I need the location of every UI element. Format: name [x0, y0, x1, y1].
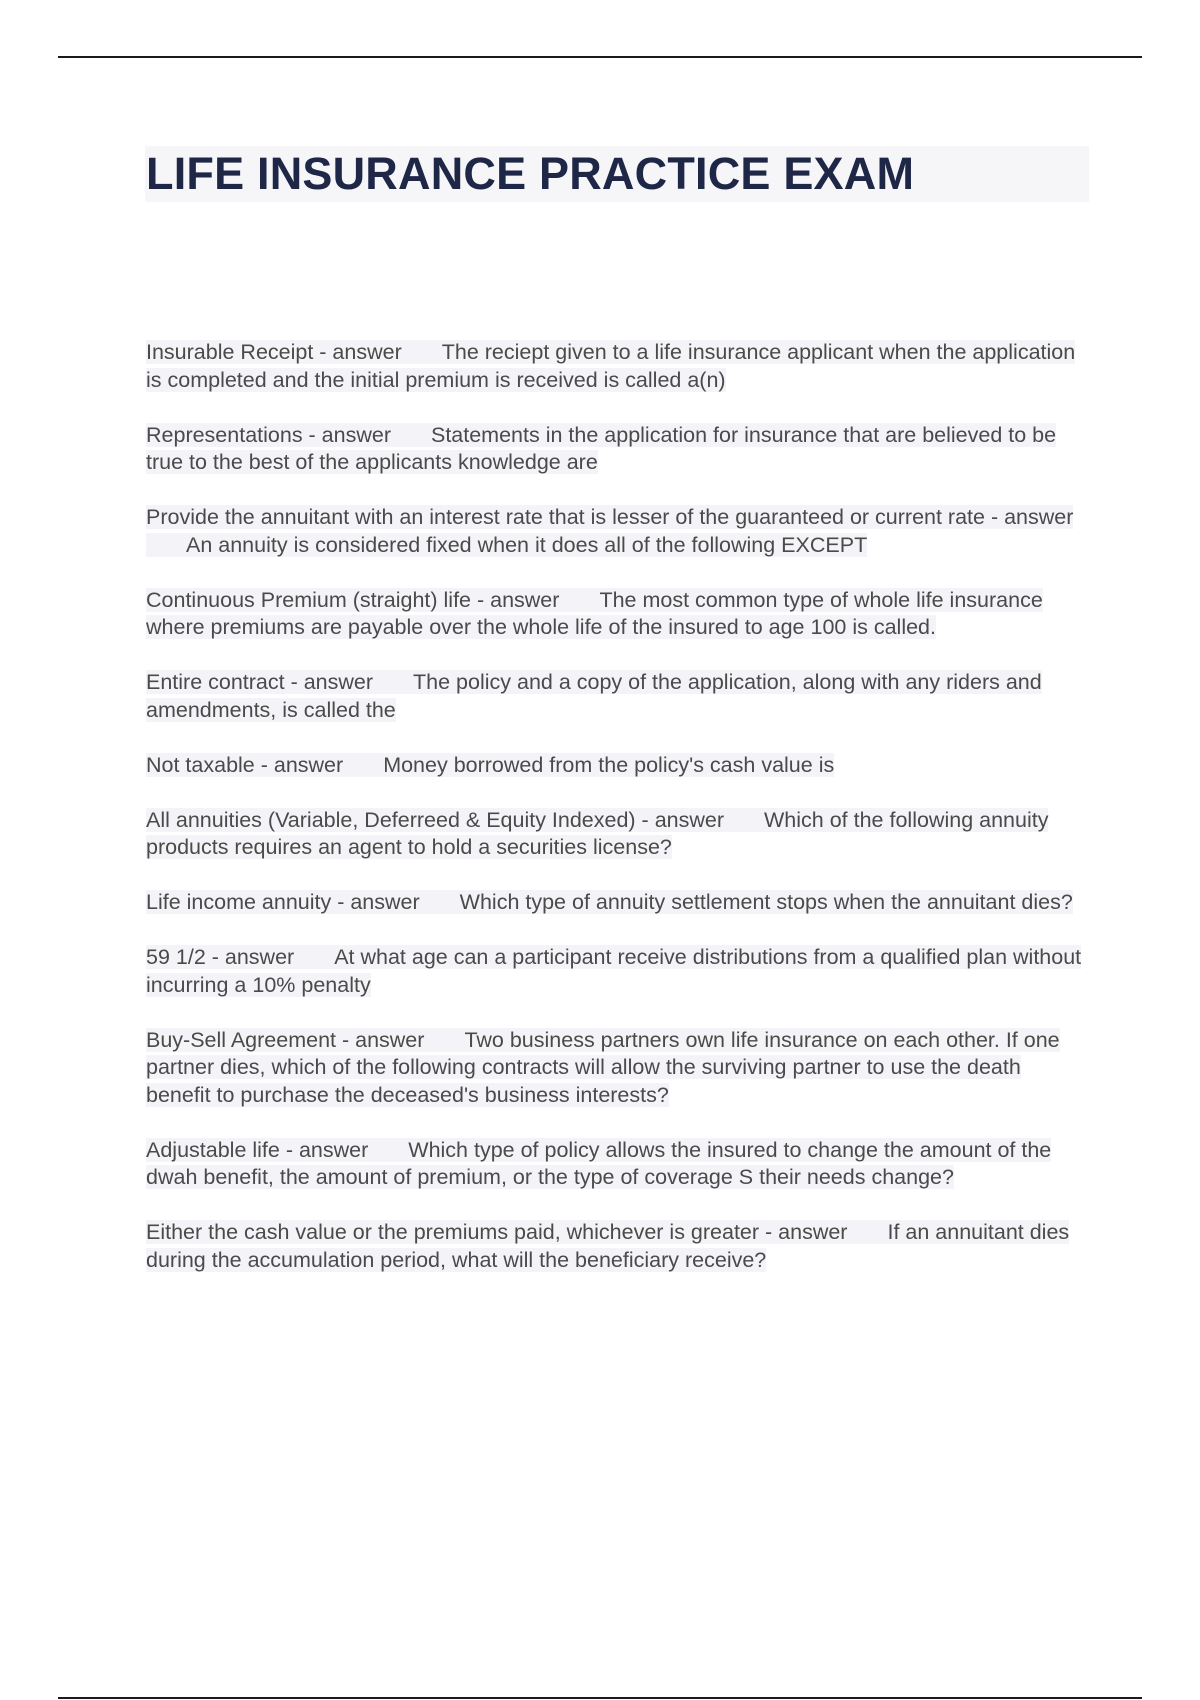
qa-item — [146, 807, 1090, 862]
qa-answer: Life income annuity - answer — [146, 890, 420, 914]
qa-question: Which of the following annuity products requires an agent to hold a securities license? — [146, 807, 1049, 859]
bottom-rule — [58, 1697, 1142, 1699]
qa-question: The reciept given to a life insurance applicant when the application is completed and the initial premium is received is called a(n) — [146, 340, 1076, 392]
qa-item — [146, 944, 1090, 999]
qa-question: Statements in the application for insurance that are believed to be true to the best of the applicants knowledge are — [146, 422, 1057, 474]
qa-item — [146, 339, 1090, 394]
qa-answer: Not taxable - answer — [146, 752, 344, 777]
page-title: LIFE INSURANCE PRACTICE EXAM — [146, 148, 915, 199]
qa-question: Two business partners own life insurance on each other. If one partner dies, which of the following contracts will allow the surviving partner to use the death benefit to purchase the deceased's business interests? — [146, 1027, 1060, 1107]
qa-question: At what age can a participant receive distributions from a qualified plan without incurring a 10% penalty — [146, 945, 1082, 997]
qa-item — [146, 669, 1090, 724]
qa-item — [146, 1137, 1090, 1192]
qa-answer: Representations - answer — [146, 422, 391, 447]
qa-list — [146, 339, 1090, 1302]
qa-answer: Provide the annuitant with an interest rate that is lesser of the guaranteed or current rate - answer — [146, 505, 1074, 529]
qa-answer: Adjustable life - answer — [146, 1137, 369, 1162]
qa-answer: Buy-Sell Agreement - answer — [146, 1027, 425, 1052]
qa-answer: Entire contract - answer — [146, 670, 374, 694]
top-rule — [58, 56, 1142, 58]
qa-question: An annuity is considered fixed when it does all of the following EXCEPT — [186, 532, 868, 557]
qa-question: The most common type of whole life insurance where premiums are payable over the whole life of the insured to age 100 is called. — [146, 587, 1043, 639]
qa-item — [146, 1219, 1090, 1274]
qa-answer: Insurable Receipt - answer — [146, 340, 402, 364]
qa-question: The policy and a copy of the application, along with any riders and amendments, is called the — [146, 670, 1042, 722]
qa-answer: 59 1/2 - answer — [146, 945, 295, 969]
qa-item — [146, 752, 1090, 780]
qa-question: Which type of policy allows the insured to change the amount of the dwah benefit, the amount of premium, or the type of coverage S their needs change? — [146, 1137, 1052, 1189]
qa-item — [146, 1027, 1090, 1110]
qa-answer: Continuous Premium (straight) life - answer — [146, 587, 560, 612]
qa-question: Money borrowed from the policy's cash value is — [383, 752, 835, 777]
qa-item — [146, 889, 1090, 917]
qa-question: If an annuitant dies during the accumulation period, what will the beneficiary receive? — [146, 1220, 1070, 1272]
qa-item — [146, 422, 1090, 477]
qa-item — [146, 587, 1090, 642]
qa-question: Which type of annuity settlement stops when the annuitant dies? — [459, 890, 1073, 914]
qa-item — [146, 504, 1090, 559]
qa-answer: Either the cash value or the premiums paid, whichever is greater - answer — [146, 1220, 848, 1244]
qa-answer: All annuities (Variable, Deferreed & Equity Indexed) - answer — [146, 807, 725, 832]
